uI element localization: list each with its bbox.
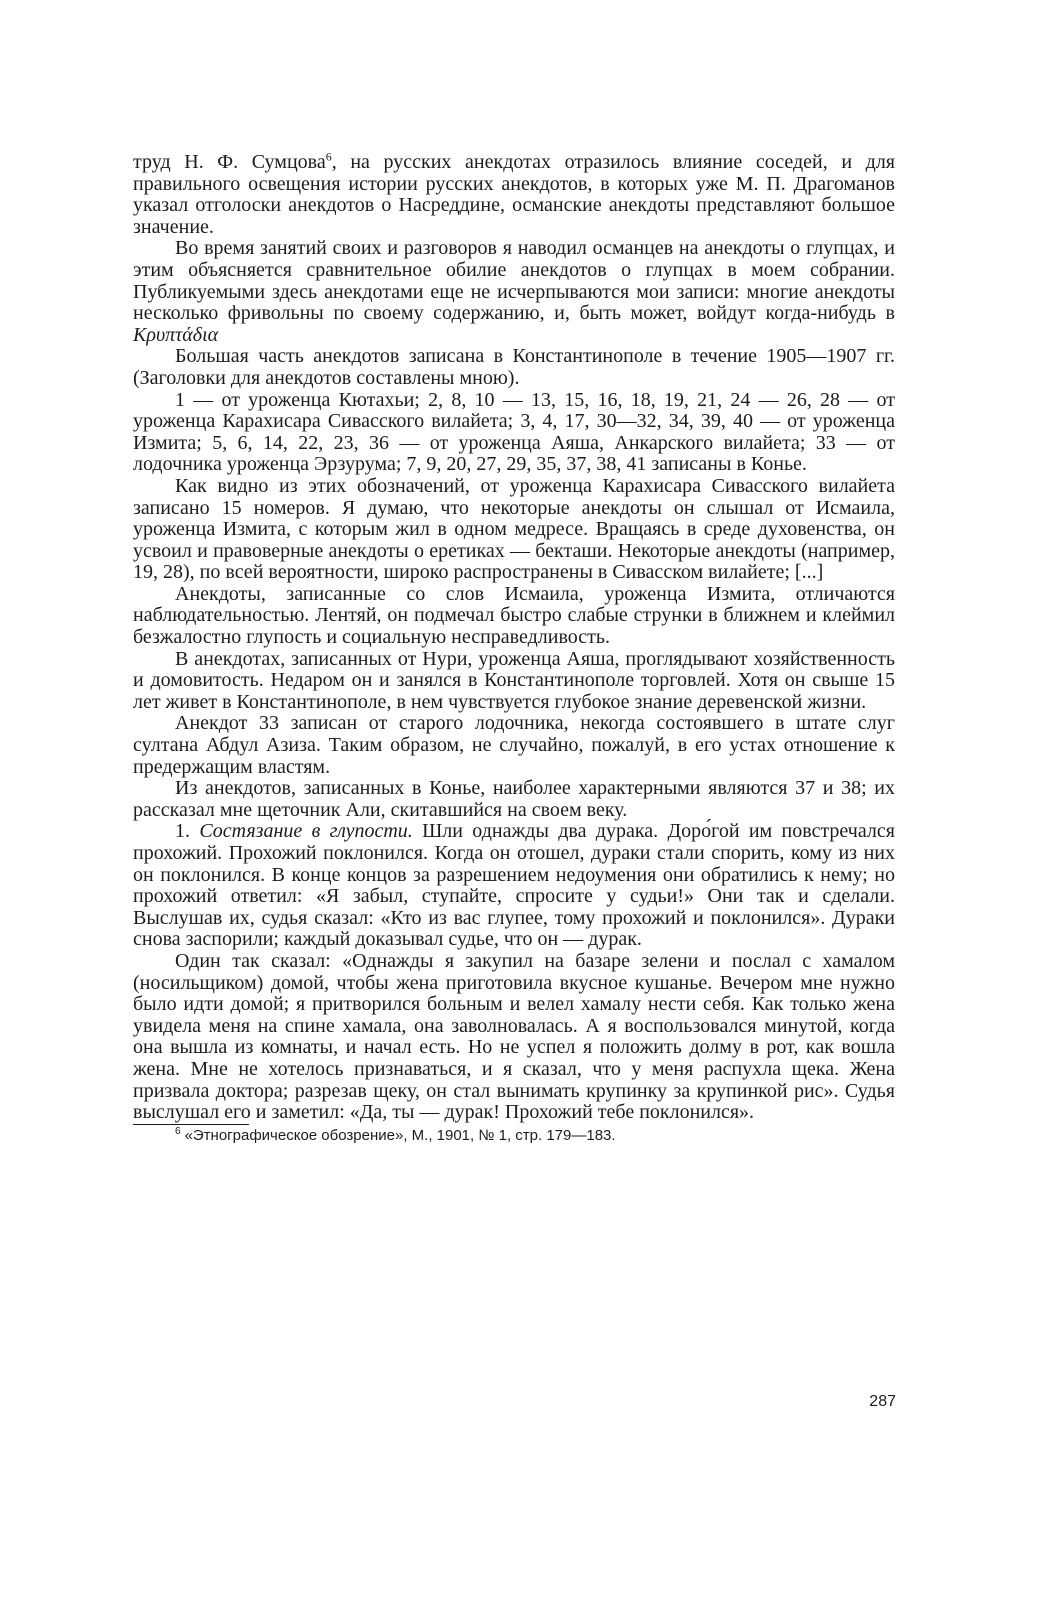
paragraph: 1 — от уроженца Кютахьи; 2, 8, 10 — 13, 15, 16, 18, 19, 21, 24 — 26, 28 — от уроженца Карахисара Сивасского вилайета; 3, 4, 17, 30—32, 34, 39, 40 — от уроженца Измита; 5, 6, 14, 22, 23, 36 — от уроженца Аяша, Анкарского вилайета; 33 — от лодочника уроженца Эрзурума; 7, 9, 20, 27, 29, 35, 37, 38, 41 записаны в Конье. xyxy=(133,388,895,476)
anecdote-paragraph xyxy=(133,821,895,951)
anecdote-title: Состязание в глупости. xyxy=(199,820,413,843)
paragraph-text: , на русских анекдотах отразилось влияние соседей, и для правильного освещения истории русских анекдотов, в которых уже М. П. Драгоманов указал отголоски анекдотов о Насреддине, османские анекдоты представляют большое значение. xyxy=(133,151,896,238)
paragraph: Из анекдотов, записанных в Конье, наиболее характерными являются 37 и 38; их рассказал мне щеточник Али, скитавшийся на своем веку. xyxy=(133,777,895,821)
footnote-text: «Этнографическое обозрение», М., 1901, № 1, стр. 179—183. xyxy=(184,1126,616,1144)
footnote-mark: 6 xyxy=(175,1125,181,1137)
paragraph: Как видно из этих обозначений, от уроженца Карахисара Сивасского вилайета записано 15 номеров. Я думаю, что некоторые анекдоты он слышал от Исмаила, уроженца Измита, с которым жил в одном медресе. Вращаясь в среде духовенства, он усвоил и правоверные анекдоты о еретиках — бекташи. Некоторые анекдоты (например, 19, 28), по всей вероятности, широко распространены в Сивасском вилайете; [...] xyxy=(133,474,895,584)
paragraph-text: Шли однажды два дурака. Доро́гой им повстречался прохожий. Прохожий поклонился. Когда он отошел, дураки стали спорить, кому из них он поклонился. В конце концов за разрешением недоумения они обратились к нему; но прохожий ответил: «Я забыл, ступайте, спросите у судьи!» Они так и сделали. Выслушав их, судья сказал: «Кто из вас глупее, тому прохожий и поклонился». Дураки снова заспорили; каждый доказывал судье, что он — дурак. xyxy=(133,820,895,951)
paragraph-text: Во время занятий своих и разговоров я наводил османцев на анекдоты о глупцах, и этим объясняется сравнительное обилие анекдотов о глупцах в моем собрании. Публикуемыми здесь анекдотами еще не исчерпываются мои записи: многие анекдоты несколько фривольны по своему содержанию, и, быть может, войдут когда-нибудь в xyxy=(133,237,895,325)
paragraph: В анекдотах, записанных от Нури, уроженца Аяша, проглядывают хозяйственность и домовитость. Недаром он и занялся в Константинополе торговлей. Хотя он свыше 15 лет живет в Константинополе, в нем чувствуется глубокое знание деревенской жизни. xyxy=(133,647,895,713)
footnote-reference[interactable]: 6 xyxy=(325,149,332,164)
page-number: 287 xyxy=(869,1393,896,1410)
greek-title: Κρυπτάδια xyxy=(133,323,219,346)
paragraph-text: труд Н. Ф. Сумцова xyxy=(133,151,326,173)
paragraph: Большая часть анекдотов записана в Константинополе в течение 1905—1907 гг. (Заголовки для анекдотов составлены мною). xyxy=(133,345,895,389)
paragraph: Один так сказал: «Однажды я закупил на базаре зелени и послал с хамалом (носильщиком) домой, чтобы жена приготовила вкусное кушанье. Вечером мне нужно было идти домой; я притворился больным и велел хамалу нести себя. Как только жена увидела меня на спине хамала, она заволновалась. А я воспользовался минутой, когда она вышла из комнаты, и начал есть. Но не успел я положить долму в рот, как вошла жена. Мне не хотелось признаваться, и я сказал, что у меня распухла щека. Жена призвала доктора; разрезав щеку, он стал вынимать крупинку за крупинкой рис». Судья выслушал его и заметил: «Да, ты — дурак! Прохожий тебе поклонился». xyxy=(133,949,895,1124)
anecdote-number: 1. xyxy=(175,820,190,843)
paragraph: Анекдот 33 записан от старого лодочника, некогда состоявшего в штате слуг султана Абдул Азиза. Таким образом, не случайно, пожалуй, в его устах отношение к предержащим властям. xyxy=(133,712,895,778)
paragraph: Анекдоты, записанные со слов Исмаила, уроженца Измита, отличаются наблюдательностью. Лентяй, он подмечал быстро слабые струнки в ближнем и клеймил безжалостно глупость и социальную несправедливость. xyxy=(133,582,895,649)
page-body xyxy=(133,149,896,1145)
footnote-divider xyxy=(133,1124,249,1125)
paragraph xyxy=(133,149,896,238)
footnote xyxy=(133,1127,895,1145)
paragraph xyxy=(133,238,895,346)
